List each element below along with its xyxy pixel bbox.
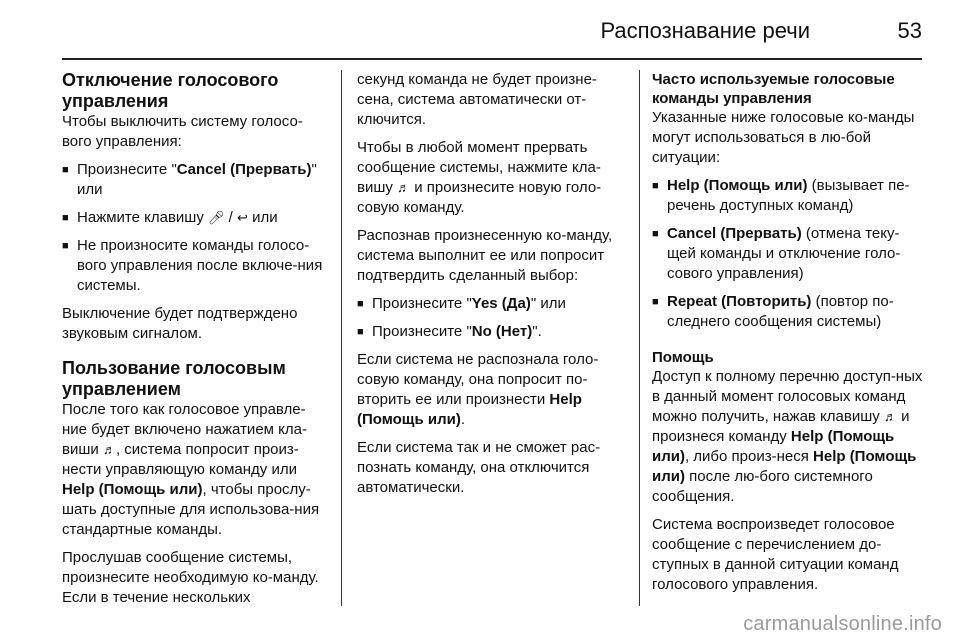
section-heading: Часто используемые голосовые команды управления	[652, 71, 895, 107]
list-item: ■ Help (Помощь или) (вызывает пе-речень доступных команд)	[652, 176, 924, 216]
list-item: ■ Cancel (Прервать) (отмена теку-щей команды и отключение голо-сового управления)	[652, 224, 924, 284]
column-divider	[639, 70, 640, 606]
list-item: ■ Нажмите клавишу 🎤︎ / ↩ или	[62, 208, 327, 228]
voice-button-icon: ♬	[883, 409, 897, 424]
back-arrow-icon: ↩	[237, 210, 248, 225]
paragraph: Доступ к полному перечню доступ-ных в данный момент голосовых команд можно получить, нажав клавишу ♬ и произнеся команду Help (Помощь или), либо произ-неся Help (Помощь или) после лю-бого системного сообщения.	[652, 368, 923, 505]
column-2	[357, 70, 627, 506]
section-heading: Отключение голосового управления	[62, 70, 279, 111]
bullet-list	[652, 176, 924, 332]
list-item: ■ Произнесите "No (Нет)".	[357, 322, 627, 342]
paragraph: Чтобы выключить систему голосо-вого управления:	[62, 113, 303, 150]
paragraph: Если система не распознала голо-совую команду, она попросит по-вторить ее или произнести Help (Помощь или).	[357, 351, 599, 428]
bullet-list	[357, 294, 627, 342]
paragraph: Прослушав сообщение системы, произнесите необходимую ко-манду. Если в течение нескольких	[62, 549, 319, 606]
list-item: ■ Repeat (Повторить) (повтор по-следнего сообщения системы)	[652, 292, 924, 332]
column-divider	[341, 70, 342, 606]
column-1	[62, 70, 327, 616]
paragraph: Выключение будет подтверждено звуковым сигналом.	[62, 305, 298, 342]
voice-button-icon: ♬	[102, 442, 116, 457]
paragraph: Чтобы в любой момент прервать сообщение системы, нажмите кла-вишу ♬ и произнесите новую голо-совую команду.	[357, 139, 602, 216]
paragraph: После того как голосовое управле-ние будет включено нажатием кла-виши ♬, система попросит произ-нести управляющую команду или Help (Помощь или), чтобы прослу-шать доступные для использова-ния стандартные команды.	[62, 401, 320, 538]
header-rule	[62, 58, 922, 60]
paragraph: Система воспроизведет голосовое сообщение с перечислением до-ступных в данной ситуации команд голосового управления.	[652, 516, 899, 593]
bullet-list	[62, 160, 327, 296]
paragraph: Если система так и не сможет рас-познать команду, она отключится автоматически.	[357, 439, 601, 496]
paragraph: Распознав произнесенную ко-манду, система выполнит ее или попросит подтвердить сделанный выбор:	[357, 227, 613, 284]
voice-button-icon: ♬	[397, 180, 411, 195]
section-heading: Помощь	[652, 349, 714, 366]
list-item: ■ Не произносите команды голосо-вого управления после включе-ния системы.	[62, 236, 327, 296]
watermark-link[interactable]: carmanualsonline.info	[743, 613, 942, 635]
column-3	[652, 70, 924, 603]
paragraph: Указанные ниже голосовые ко-манды могут использоваться в лю-бой ситуации:	[652, 109, 915, 166]
page-title: Распознавание речи	[600, 18, 810, 43]
paragraph: секунд команда не будет произне-сена, система автоматически от-ключится.	[357, 71, 597, 128]
list-item: ■ Произнесите "Cancel (Прервать)" или	[62, 160, 327, 200]
section-heading: Пользование голосовым управлением	[62, 358, 286, 399]
list-item: ■ Произнесите "Yes (Да)" или	[357, 294, 627, 314]
page-number: 53	[897, 18, 922, 43]
mute-icon: 🎤︎	[208, 210, 225, 225]
